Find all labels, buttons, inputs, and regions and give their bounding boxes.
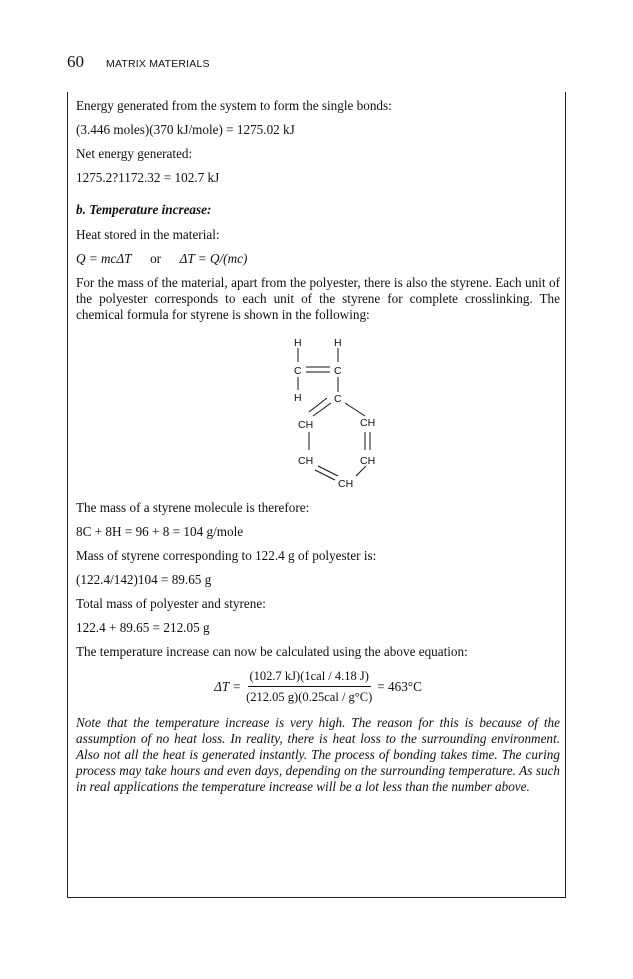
equation-rhs: = 463°C xyxy=(377,678,422,694)
atom-c-vinyl-left: C xyxy=(294,365,302,377)
note-paragraph: Note that the temperature increase is very high. The reason for this is because of the assumption of no heat loss. In reality, there is heat loss to the surrounding environment. Also not all the heat is generated instantly. The process of bonding takes time. The curing process may take hours and even days, depending on the surrounding temperature. As such in real applications the temperature increase will be a lot less than the number above. xyxy=(76,715,560,794)
equation-denominator: (212.05 g)(0.25cal / g°C) xyxy=(246,690,373,704)
heat-stored-text: Heat stored in the material: xyxy=(76,227,220,242)
atom-c-ring: C xyxy=(334,393,342,405)
temperature-equation xyxy=(76,668,560,705)
atom-ch-ring-2: CH xyxy=(360,417,376,429)
mass-styrene-calc: (122.4/142)104 = 89.65 g xyxy=(76,572,212,587)
formula-q: Q = mcΔT xyxy=(76,251,132,266)
total-mass-calc: 122.4 + 89.65 = 212.05 g xyxy=(76,620,210,635)
formula-or: or xyxy=(150,251,162,266)
atom-ch-ring-3: CH xyxy=(298,455,314,467)
equation-fraction xyxy=(244,668,374,705)
mass-molecule-calc: 8C + 8H = 96 + 8 = 104 g/mole xyxy=(76,524,244,539)
energy-single-bonds-text: Energy generated from the system to form the single bonds: xyxy=(76,98,392,113)
atom-h-top-right: H xyxy=(334,337,342,349)
page-header xyxy=(67,52,210,76)
mass-styrene-text: Mass of styrene corresponding to 122.4 g of polyester is: xyxy=(76,548,377,563)
atom-c-vinyl-right: C xyxy=(334,365,342,377)
styrene-structure xyxy=(238,332,398,492)
total-mass-text: Total mass of polyester and styrene: xyxy=(76,596,266,611)
net-energy-text: Net energy generated: xyxy=(76,146,193,161)
atom-ch-ring-1: CH xyxy=(298,419,314,431)
mass-paragraph: For the mass of the material, apart from the polyester, there is also the styrene. Each unit of the polyester corresponds to each unit of the styrene for complete crosslinking. The chemical formula for styrene is shown in the following: xyxy=(76,275,560,322)
net-energy-calc: 1275.2?1172.32 = 102.7 kJ xyxy=(76,170,220,185)
atom-ch-ring-5: CH xyxy=(338,478,354,490)
equation-lhs: ΔT = xyxy=(214,678,242,694)
page-number: 60 xyxy=(67,52,84,71)
example-content xyxy=(76,98,560,804)
heat-formula xyxy=(76,251,560,267)
mass-molecule-text: The mass of a styrene molecule is therefore: xyxy=(76,500,310,515)
section-label: b. Temperature increase: xyxy=(76,202,212,217)
equation-numerator: (102.7 kJ)(1cal / 4.18 J) xyxy=(248,668,371,687)
running-title: MATRIX MATERIALS xyxy=(106,58,210,70)
atom-ch-ring-4: CH xyxy=(360,455,376,467)
atom-h-top-left: H xyxy=(294,337,302,349)
energy-single-bonds-calc: (3.446 moles)(370 kJ/mole) = 1275.02 kJ xyxy=(76,122,295,137)
formula-dt: ΔT = Q/(mc) xyxy=(179,251,248,266)
temp-intro-text: The temperature increase can now be calculated using the above equation: xyxy=(76,644,468,659)
atom-h-lower: H xyxy=(294,392,302,404)
